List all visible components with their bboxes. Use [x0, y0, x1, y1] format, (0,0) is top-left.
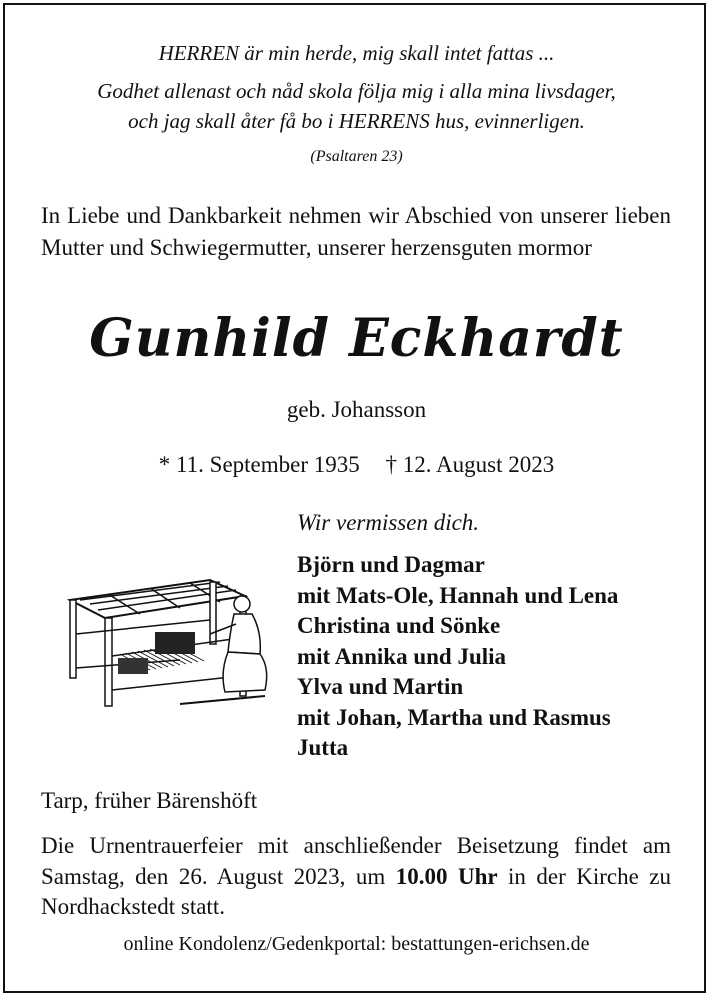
ceremony-time: 10.00 Uhr — [395, 863, 498, 889]
birth-date: * 11. September 1935 — [158, 452, 360, 477]
ceremony-text-after: in der Kirche zu Nordhackstedt statt. — [41, 863, 671, 919]
life-dates — [0, 452, 713, 478]
loom-weaver-illustration — [60, 572, 275, 712]
mourner-line: mit Annika und Julia — [297, 643, 507, 669]
psalm-line-2: Godhet allenast och nåd skola följa mig i alla mina livsdager, — [97, 79, 616, 103]
deceased-name: Gunhild Eckhardt — [89, 308, 624, 369]
intro-text: In Liebe und Dankbarkeit nehmen wir Abschied von unserer lieben Mutter und Schwiegermutter, unserer herzensguten mormor — [41, 203, 671, 260]
ceremony-text-before: Die Urnentrauerfeier mit anschließender Beisetzung findet am Samstag, den 26. August 2023, um — [41, 833, 671, 889]
mourner-line: Jutta — [297, 735, 349, 760]
mourner-line: mit Mats-Ole, Hannah und Lena — [297, 582, 619, 608]
mourner-line: Björn und Dagmar — [297, 552, 485, 577]
ceremony-text — [41, 831, 671, 923]
mourners-heading: Wir vermissen dich. — [297, 510, 480, 535]
mourner-line: Christina und Sönke — [297, 613, 501, 638]
psalm-reference: (Psaltaren 23) — [310, 148, 403, 165]
mourner-line: mit Johan, Martha und Rasmus — [297, 704, 611, 730]
mourners-list — [297, 550, 618, 764]
birth-name: geb. Johansson — [286, 397, 427, 422]
death-date: † 12. August 2023 — [385, 452, 555, 477]
place-text: Tarp, früher Bärenshöft — [41, 788, 258, 813]
psalm-line-3: och jag skall åter få bo i HERRENS hus, evinnerligen. — [128, 109, 585, 133]
psalm-line-1: HERREN är min herde, mig skall intet fattas ... — [158, 41, 555, 65]
online-condolence: online Kondolenz/Gedenkportal: bestattungen-erichsen.de — [123, 933, 590, 955]
mourner-line: Ylva und Martin — [297, 674, 464, 699]
